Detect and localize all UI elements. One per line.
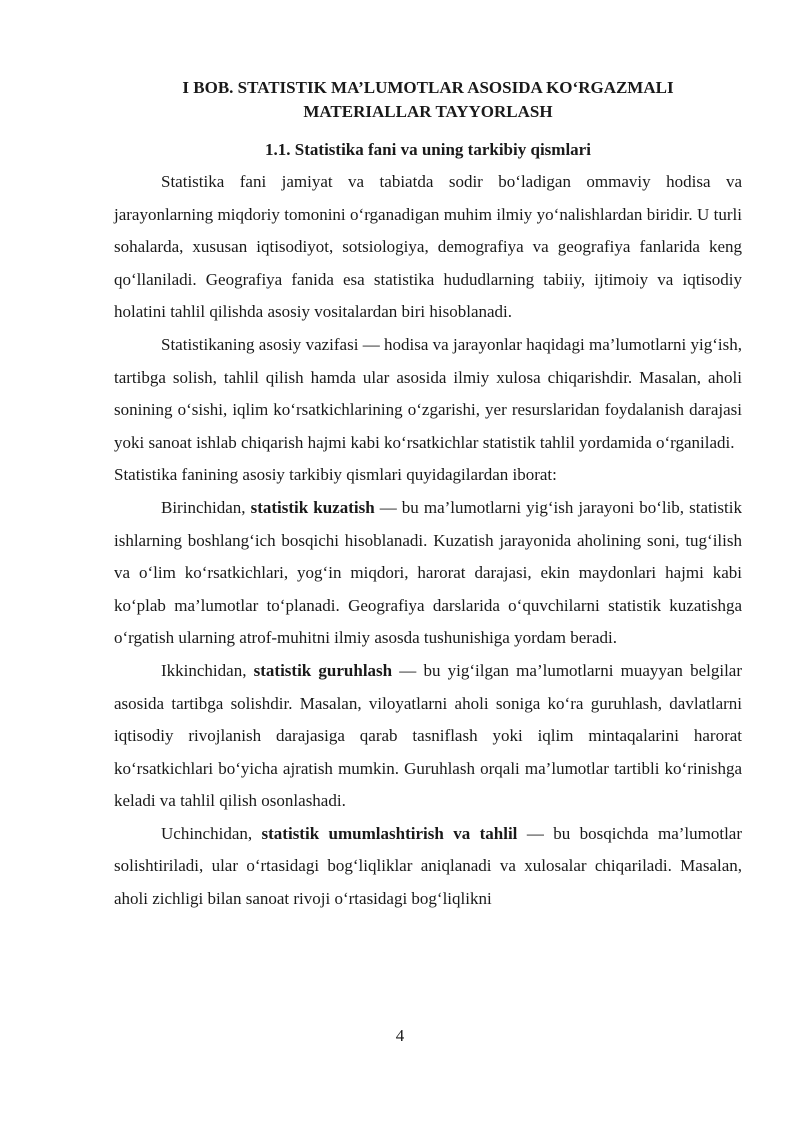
chapter-title-line1: I BOB. STATISTIK MA’LUMOTLAR ASOSIDA KO‘RGAZMALI xyxy=(182,78,674,97)
paragraph-analysis-lead: Uchinchidan, xyxy=(161,823,262,843)
paragraph-grouping-lead: Ikkinchidan, xyxy=(161,660,254,680)
section-title: 1.1. Statistika fani va uning tarkibiy qismlari xyxy=(265,140,591,159)
chapter-title-line2: MATERIALLAR TAYYORLASH xyxy=(303,102,553,121)
term-statistical-grouping: statistik guruhlash xyxy=(253,660,393,680)
paragraph-grouping-body: — bu yig‘ilgan ma’lumotlarni muayyan belgilar asosida tartibga solishdir. Masalan, viloyatlarni aholi soniga ko‘ra guruhlash, davlatlarni iqtisodiy rivojlanish darajasiga qarab tasniflash yoki iqlim mintaqalarini harorat ko‘rsatkichlari bo‘yicha ajratish mumkin. Guruhlash orqali ma’lumotlar tartibli ko‘rinishga keladi va tahlil qilish osonlashadi. xyxy=(114,660,742,811)
paragraph-analysis-body: — bu bosqichda ma’lumotlar solishtiriladi, ular o‘rtasidagi bog‘liqliklar aniqlanadi va xulosalar chiqariladi. Masalan, aholi zichligi bilan sanoat rivoji o‘rtasidagi bog‘liqlikni xyxy=(114,823,742,909)
paragraph-observation xyxy=(114,492,742,655)
term-statistical-observation: statistik kuzatish xyxy=(250,497,375,517)
page-number: 4 xyxy=(395,1026,405,1045)
paragraph-grouping xyxy=(114,655,742,818)
document-page xyxy=(114,70,742,916)
paragraph-analysis xyxy=(114,818,742,916)
paragraph-observation-body: — bu ma’lumotlarni yig‘ish jarayoni bo‘lib, statistik ishlarning boshlang‘ich bosqichi hisoblanadi. Kuzatish jarayonida aholining soni, tug‘ilish va o‘lim ko‘rsatkichlari, yog‘in miqdori, harorat darajasi, ekin maydonlari hajmi kabi ko‘plab ma’lumotlar to‘planadi. Geografiya darslarida o‘quvchilarni statistik kuzatishga o‘rgatish ularning atrof-muhitni ilmiy asosda tushunishiga yordam beradi. xyxy=(114,497,742,648)
paragraph-intro: Statistika fani jamiyat va tabiatda sodir bo‘ladigan ommaviy hodisa va jarayonlarning miqdoriy tomonini o‘rganadigan muhim ilmiy yo‘nalishlardan biridir. U turli sohalarda, xususan iqtisodiyot, sotsiologiya, demografiya va geografiya fanlarida keng qo‘llaniladi. Geografiya fanida esa statistika hududlarning tabiiy, ijtimoiy va iqtisodiy holatini tahlil qilishda asosiy vositalardan biri hisoblanadi. xyxy=(114,172,742,322)
chapter-title xyxy=(114,76,742,124)
paragraph-main-task: Statistikaning asosiy vazifasi — hodisa va jarayonlar haqidagi ma’lumotlarni yig‘ish, tartibga solish, tahlil qilish hamda ular asosida ilmiy xulosa chiqarishdir. Masalan, aholi sonining o‘sishi, iqlim ko‘rsatkichlarining o‘zgarishi, yer resurslaridan foydalanish darajasi yoki sanoat ishlab chiqarish hajmi kabi ko‘rsatkichlar statistik tahlil yordamida o‘rganiladi. xyxy=(114,334,742,452)
paragraph-components-intro: Statistika fanining asosiy tarkibiy qismlari quyidagilardan iborat: xyxy=(114,465,557,485)
term-statistical-analysis: statistik umumlashtirish va tahlil xyxy=(261,823,518,843)
paragraph-observation-lead: Birinchidan, xyxy=(161,497,251,517)
